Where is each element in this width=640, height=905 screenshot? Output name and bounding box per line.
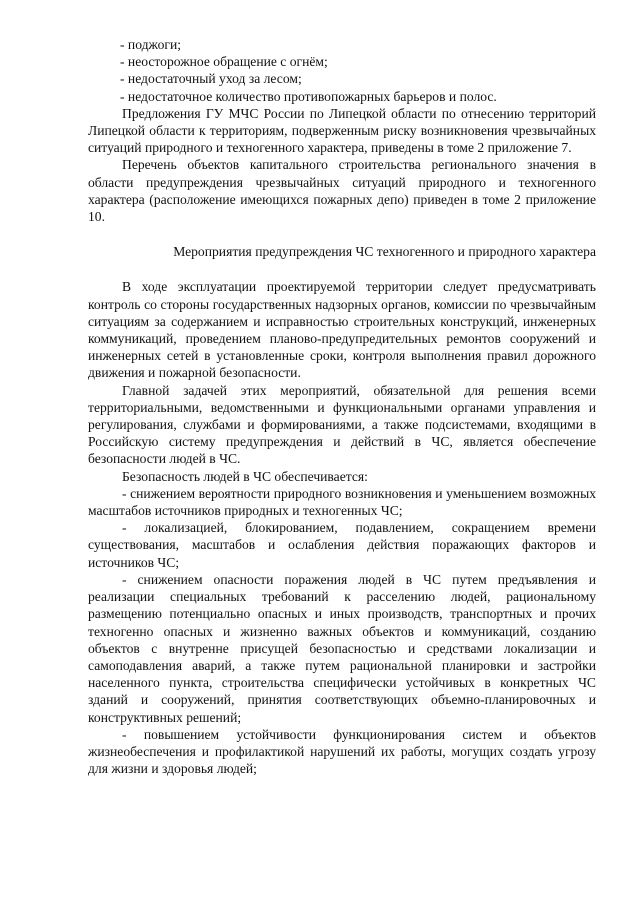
document-body: [88, 36, 596, 777]
paragraph: Безопасность людей в ЧС обеспечивается:: [122, 468, 368, 484]
paragraph-proposals: Предложения ГУ МЧС России по Липецкой области по отнесению территорий Липецкой области к территориям, подверженным риску возникновения чрезвычайных ситуаций природного и техногенного характера, приведены в томе 2 приложение 7.: [88, 105, 596, 156]
paragraph: - повышением устойчивости функционирования систем и объектов жизнеобеспечения и профилактикой нарушений их работы, могущих создать угрозу для жизни и здоровья людей;: [88, 726, 596, 777]
paragraph: - снижением вероятности природного возникновения и уменьшением возможных масштабов источников природных и техногенных ЧС;: [88, 485, 596, 519]
paragraph: В ходе эксплуатации проектируемой территории следует предусматривать контроль со стороны государственных надзорных органов, комиссии по чрезвычайным ситуациям за содержанием и исправностью строительных конструкций, инженерных коммуникаций, проведением планово-предупредительных ремонтов сооружений и инженерных сетей в установленные сроки, контроля выполнения правил дорожного движения и пожарной безопасности.: [88, 279, 596, 381]
list-item: - недостаточный уход за лесом;: [120, 71, 302, 87]
paragraph-objects-list: Перечень объектов капитального строительства регионального значения в области предупреждения чрезвычайных ситуаций природного и техногенного характера (расположение имеющихся пожарных депо) приведен в томе 2 приложение 10.: [88, 157, 596, 225]
list-item: - недостаточное количество противопожарных барьеров и полос.: [120, 88, 497, 104]
list-item: - неосторожное обращение с огнём;: [120, 54, 328, 70]
paragraph: - локализацией, блокированием, подавлением, сокращением времени существования, масштабов и ослабления действия поражающих факторов и источников ЧС;: [88, 520, 596, 570]
section-heading: Мероприятия предупреждения ЧС техногенного и природного характера: [173, 244, 596, 260]
paragraph: Главной задачей этих мероприятий, обязательной для решения всеми территориальными, ведомственными и функциональными органами управления и регулирования, службами и формированиями, а также подсистемами, входящими в Российскую систему предупреждения и действий в ЧС, является обеспечение безопасности людей в ЧС.: [88, 382, 596, 467]
paragraph: - снижением опасности поражения людей в ЧС путем предъявления и реализации специальных требований к расселению людей, рациональному размещению потенциально опасных и иных производств, транспортных и прочих техногенно опасных и жизненно важных объектов и коммуникаций, созданию объектов с внутренне присущей безопасностью и средствами локализации и самоподавления аварий, а также путем рациональной планировки и застройки населенного пункта, строительства специфически устойчивых в конкретных ЧС зданий и сооружений, принятия соответствующих объемно-планировочных и конструктивных решений;: [88, 571, 596, 725]
list-item: - поджоги;: [120, 37, 181, 52]
